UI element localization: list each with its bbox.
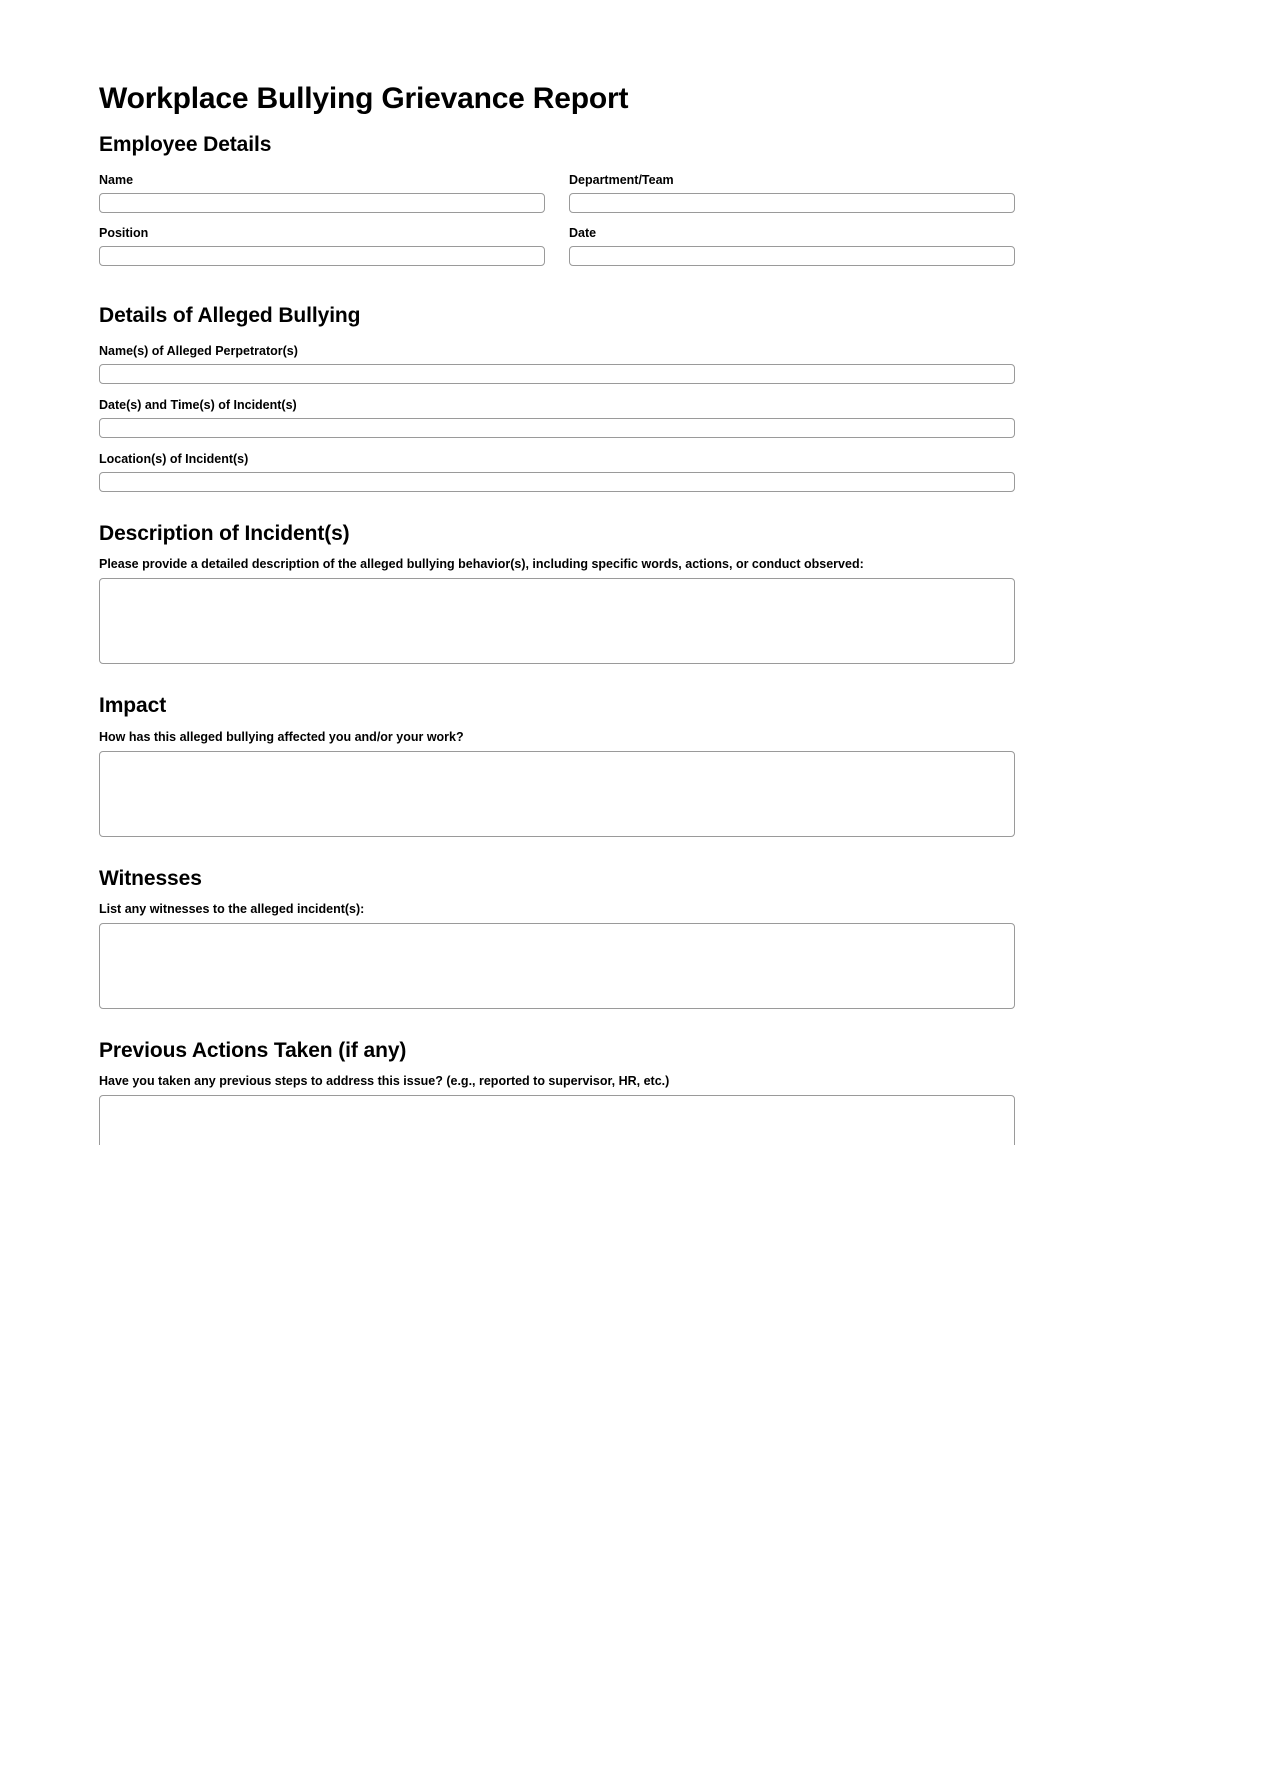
field-group-incident-locations [99,452,1015,492]
incident-dates-times-input[interactable] [99,418,1015,438]
description-textarea[interactable] [99,578,1015,664]
prompt-description: Please provide a detailed description of the alleged bullying behavior(s), including specific words, actions, or conduct observed: [99,557,864,572]
field-group-witnesses [99,902,1015,1009]
field-group-position [99,226,545,266]
section-heading-alleged-bullying: Details of Alleged Bullying [99,304,361,328]
witnesses-textarea[interactable] [99,923,1015,1009]
date-input[interactable] [569,246,1015,266]
label-position: Position [99,226,149,241]
field-group-date [569,226,1015,266]
section-heading-description: Description of Incident(s) [99,522,350,546]
prompt-impact: How has this alleged bullying affected you and/or your work? [99,729,464,744]
incident-locations-input[interactable] [99,472,1015,492]
label-alleged-perpetrators: Name(s) of Alleged Perpetrator(s) [99,344,298,359]
section-heading-impact: Impact [99,694,167,718]
grievance-form [99,60,1015,1145]
previous-actions-textarea[interactable] [99,1095,1015,1145]
alleged-perpetrators-input[interactable] [99,364,1015,384]
field-group-department [569,173,1015,213]
field-group-name [99,173,545,213]
label-incident-dates-times: Date(s) and Time(s) of Incident(s) [99,398,297,413]
field-group-previous-actions [99,1074,1015,1145]
field-group-description [99,557,1015,664]
employee-details-row-2 [99,226,1015,266]
label-name: Name [99,173,134,188]
page-title: Workplace Bullying Grievance Report [99,82,629,115]
prompt-witnesses: List any witnesses to the alleged incident(s): [99,901,365,916]
section-heading-previous-actions: Previous Actions Taken (if any) [99,1038,407,1062]
label-date: Date [569,226,597,241]
section-heading-witnesses: Witnesses [99,866,202,890]
label-department-team: Department/Team [569,173,674,188]
field-group-incident-dates [99,398,1015,438]
name-input[interactable] [99,193,545,213]
position-input[interactable] [99,246,545,266]
department-team-input[interactable] [569,193,1015,213]
section-heading-employee-details: Employee Details [99,133,272,156]
prompt-previous-actions: Have you taken any previous steps to address this issue? (e.g., reported to supervisor, HR, etc.) [99,1073,670,1088]
employee-details-row-1 [99,173,1015,213]
label-incident-locations: Location(s) of Incident(s) [99,452,249,467]
field-group-perpetrators [99,344,1015,384]
impact-textarea[interactable] [99,751,1015,837]
field-group-impact [99,730,1015,837]
